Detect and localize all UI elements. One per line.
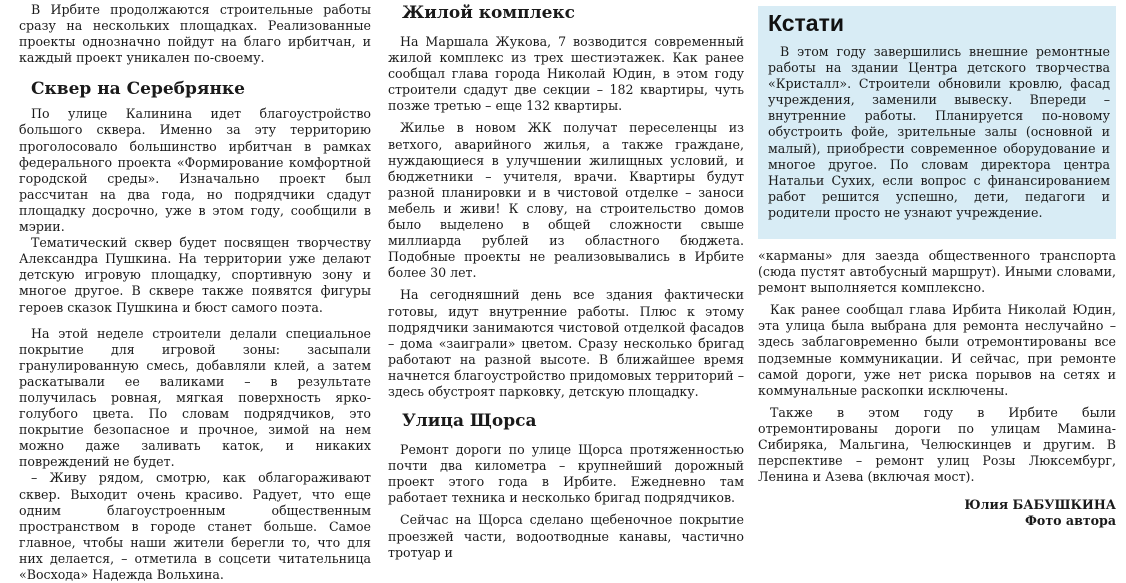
article-column-1 <box>19 0 371 583</box>
paragraph: Ремонт дороги по улице Щорса протяженностью почти два километра – крупнейший дорожный проект этого года в Ирбите. Ежедневно там работает техника и несколько бригад подрядчиков. <box>388 442 744 506</box>
article-column-3 <box>758 248 1116 530</box>
section-heading-zhk: Жилой комплекс <box>402 3 576 23</box>
paragraph: Сейчас на Щорса сделано щебеночное покрытие проезжей части, водоотводные канавы, частично тротуар и <box>388 512 744 560</box>
section-heading-shchorsa: Улица Щорса <box>402 411 537 432</box>
paragraph: Также в этом году в Ирбите были отремонтированы дороги по улицам Мамина-Сибиряка, Мальгина, Челюскинцев и другим. В перспективе – ремонт улиц Розы Люксембург, Ленина и Азева (включая мост). <box>758 404 1116 485</box>
article-column-2 <box>388 0 744 561</box>
section-heading-skver: Сквер на Серебрянке <box>31 79 245 100</box>
paragraph: Жилье в новом ЖК получат переселенцы из ветхого, аварийного жилья, а также граждане, нуждающиеся в улучшении жилищных условий, и бюджетники – учителя, врачи. Квартиры будут разной планировки и в чистовой отделке – заноси мебель и живи! К слову, на строительство домов было выделено в общей сложности свыше миллиарда рублей из областного бюджета. Подобные проекты не реализовывались в Ирбите более 30 лет. <box>388 120 744 281</box>
paragraph: На сегодняшний день все здания фактически готовы, идут внутренние работы. Плюс к этому подрядчики занимаются чистовой отделкой фасадов – дома «заиграли» цветом. Сразу несколько бригад работают на разной высоте. В ближайшее время начнется благоустройство придомовых территорий – здесь обустроят парковку, детскую площадку. <box>388 287 744 399</box>
paragraph: Тематический сквер будет посвящен творчеству Александра Пушкина. На территории уже делают детскую игровую площадку, спортивную зону и многое другое. В сквере также появятся фигуры героев сказок Пушкина и бюст самого поэта. <box>19 235 371 315</box>
paragraph: Как ранее сообщал глава Ирбита Николай Юдин, эта улица была выбрана для ремонта неслучайно – здесь заблаговременно были отремонтированы все подземные коммуникации. И сейчас, при ремонте самой дороги, уже нет риска порывов на сетях и коммунальные раскопки исключены. <box>758 302 1116 398</box>
paragraph: «карманы» для заезда общественного транспорта (сюда пустят автобусный маршрут). Иными словами, ремонт выполняется комплексно. <box>758 248 1116 296</box>
photo-credit: Фото автора <box>1024 513 1116 529</box>
paragraph: По улице Калинина идет благоустройство большого сквера. Именно за эту территорию проголосовало большинство ирбитчан в рамках федерального проекта «Формирование комфортной городской среды». Изначально проект был рассчитан на два года, но подрядчики сдадут площадку досрочно, уже в этом году, сообщили в мэрии. <box>19 106 371 235</box>
sidebar-paragraph: В этом году завершились внешние ремонтные работы на здании Центра детского творчества «Кристалл». Строители обновили кровлю, фасад учреждения, заменили вывеску. Впереди – внутренние работы. Планируется по-новому обустроить фойе, зрительные залы (основной и малый), приобрести современное оборудование и многое другое. По словам директора центра Натальи Сухих, если вопрос с финансированием работ решится успешно, дети, педагоги и родители просто не узнают учреждение. <box>768 44 1110 220</box>
author-name: Юлия БАБУШКИНА <box>964 497 1116 513</box>
paragraph: – Живу рядом, смотрю, как облагораживают сквер. Выходит очень красиво. Радует, что еще одним благоустроенным общественным пространством в городе станет больше. Самое главное, чтобы наши жители берегли то, что для них делается, – отметила в соцсети читательница «Восхода» Надежда Вольхина. <box>19 470 371 582</box>
paragraph: На Маршала Жукова, 7 возводится современный жилой комплекс из трех шестиэтажек. Как ранее сообщал глава города Николай Юдин, в этом году строители сдадут две секции – 182 квартиры, чуть позже третью – еще 132 квартиры. <box>388 34 744 114</box>
intro-paragraph: В Ирбите продолжаются строительные работы сразу на нескольких площадках. Реализованные проекты однозначно пойдут на благо ирбитчан, и каждый проект уникален по-своему. <box>19 2 371 66</box>
sidebar-box <box>758 6 1116 239</box>
sidebar-title: Кстати <box>768 10 844 36</box>
paragraph: На этой неделе строители делали специальное покрытие для игровой зоны: засыпали гранулированную смесь, добавляли клей, а затем раскатывали ее валиками – в результате получилась ровная, мягкая поверхность ярко-голубого цвета. По словам подрядчиков, это покрытие безопасное и прочное, зимой на нем можно даже заливать каток, и никаких повреждений не будет. <box>19 325 371 470</box>
